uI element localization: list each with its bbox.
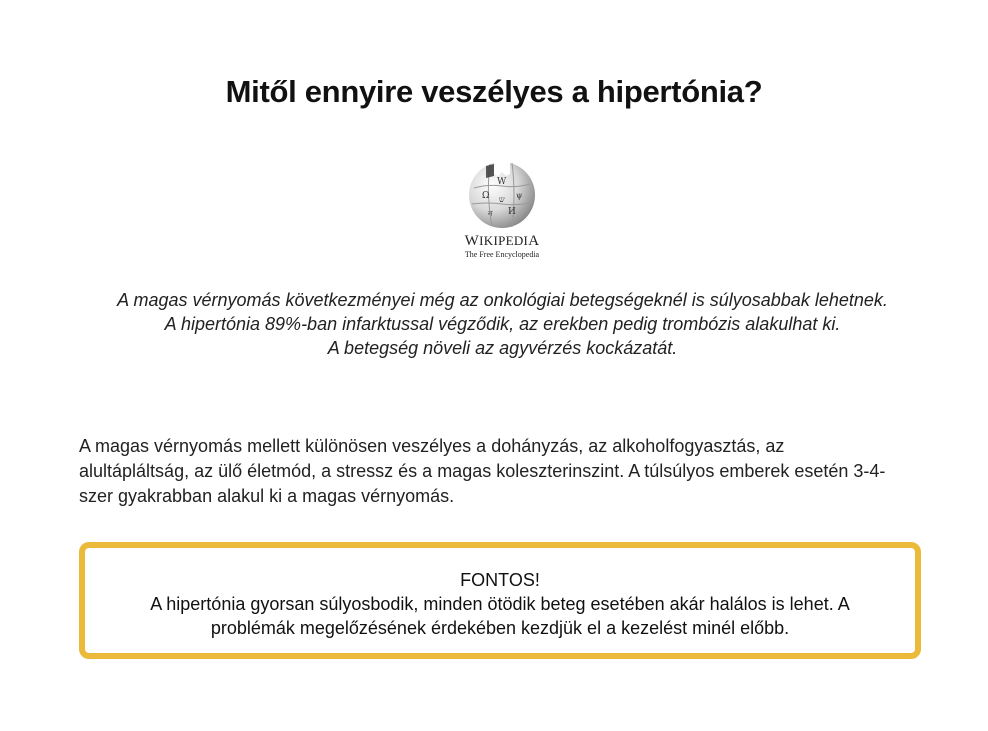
wikipedia-wordmark: WIKIPEDIA <box>464 233 540 249</box>
svg-text:Ω: Ω <box>482 191 490 201</box>
svg-text:ψ: ψ <box>516 191 523 200</box>
wikipedia-globe-icon <box>464 158 540 230</box>
svg-text:И: И <box>508 207 516 217</box>
quote-line: A betegség növeli az agyvérzés kockázatát. <box>327 338 678 358</box>
quote-line: A hipertónia 89%-ban infarktussal végződik, az erekben pedig trombózis alakulhat ki. <box>164 314 841 334</box>
svg-text:ন: ন <box>488 209 493 218</box>
svg-text:W: W <box>497 177 507 187</box>
intro-quote <box>100 288 905 360</box>
risk-factors-paragraph: A magas vérnyomás mellett különösen veszélyes a dohányzás, az alkoholfogyasztás, az alultápláltság, az ülő életmód, a stressz és a magas koleszterinszint. A túlsúlyos emberek esetén 3-4-szer gyakrabban alakul ki a magas vérnyomás. <box>79 436 886 506</box>
important-notice-box <box>79 542 921 659</box>
svg-text:ש: ש <box>499 195 505 204</box>
page-title: Mitől ennyire veszélyes a hipertónia? <box>225 74 763 109</box>
notice-text: A hipertónia gyorsan súlyosbodik, minden ötödik beteg esetében akár halálos is lehet. A problémák megelőzésének érdekében kezdjük el a kezelést minél előbb. <box>150 594 850 638</box>
wikipedia-logo <box>449 158 555 259</box>
wikipedia-tagline: The Free Encyclopedia <box>464 250 540 259</box>
notice-heading: FONTOS! <box>460 570 540 590</box>
quote-line: A magas vérnyomás következményei még az onkológiai betegségeknél is súlyosabbak lehetnek. <box>117 290 888 310</box>
